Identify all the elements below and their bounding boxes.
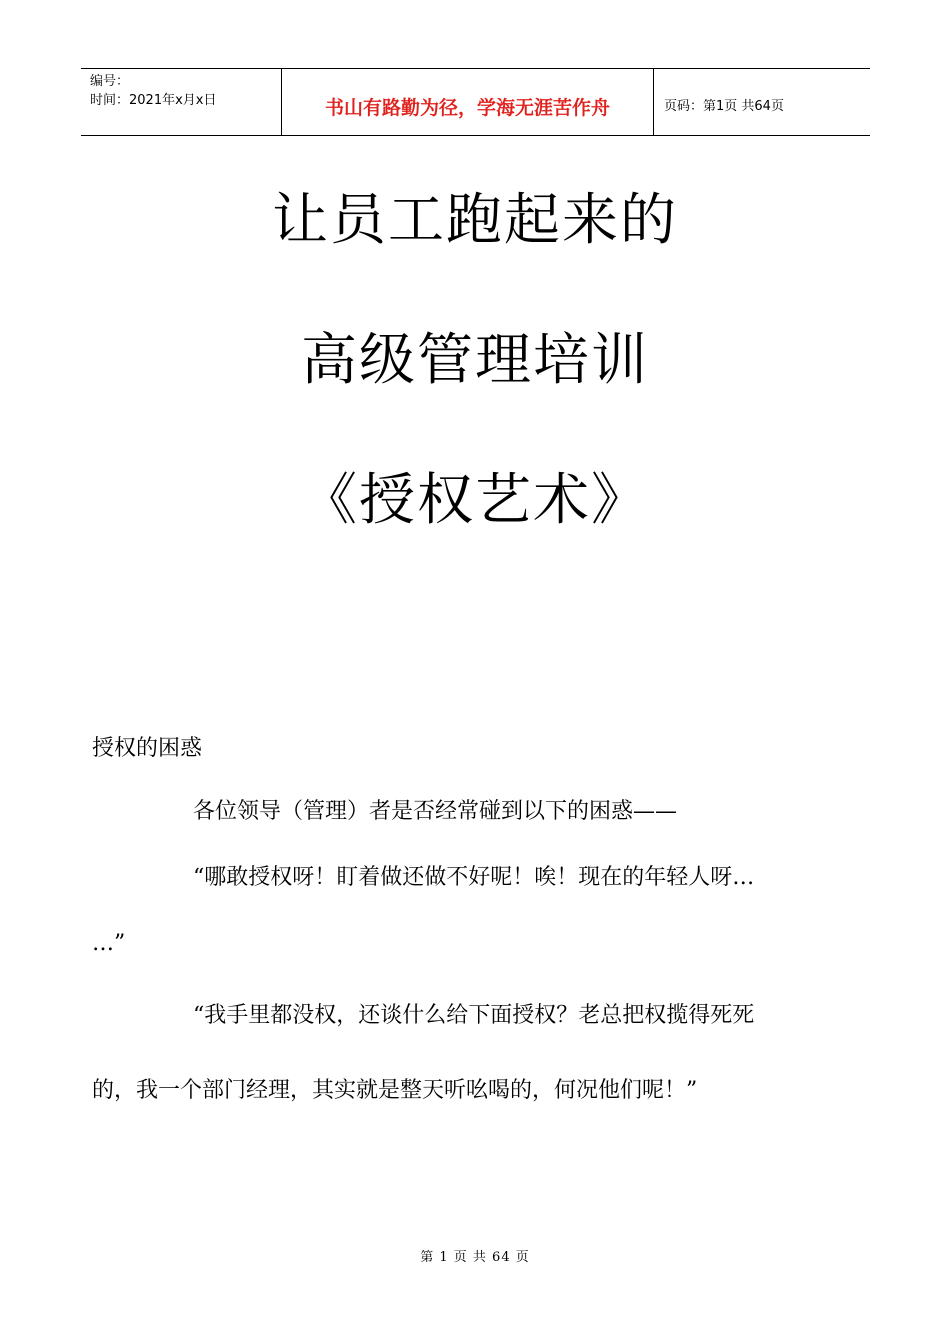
paragraph-3-line-1: “我手里都没权，还谈什么给下面授权？老总把权揽得死死 xyxy=(193,1003,755,1028)
header-page-info: 页码：第1页 共64页 xyxy=(664,98,784,114)
title-line-3: 《授权艺术》 xyxy=(301,468,649,533)
header-time-label: 时间：2021年x月x日 xyxy=(90,93,217,108)
header-motto: 书山有路勤为径，学海无涯苦作舟 xyxy=(324,96,610,119)
title-line-1: 让员工跑起来的 xyxy=(272,188,678,253)
document-header xyxy=(81,68,870,136)
paragraph-2-line-2: …” xyxy=(92,931,126,956)
header-page-cell xyxy=(654,69,870,135)
paragraph-2-line-1: “哪敢授权呀！盯着做还做不好呢！唉！现在的年轻人呀… xyxy=(193,865,755,890)
header-motto-cell xyxy=(281,69,654,135)
paragraph-3-line-2: 的，我一个部门经理，其实就是整天听吆喝的，何况他们呢！” xyxy=(92,1078,698,1103)
header-meta-cell xyxy=(81,69,281,135)
page-footer: 第 1 页 共 64 页 xyxy=(420,1250,530,1265)
header-number-label: 编号： xyxy=(90,74,130,89)
title-line-2: 高级管理培训 xyxy=(301,328,649,393)
paragraph-1: 各位领导（管理）者是否经常碰到以下的困惑—— xyxy=(193,799,678,824)
section-heading: 授权的困惑 xyxy=(92,736,203,761)
